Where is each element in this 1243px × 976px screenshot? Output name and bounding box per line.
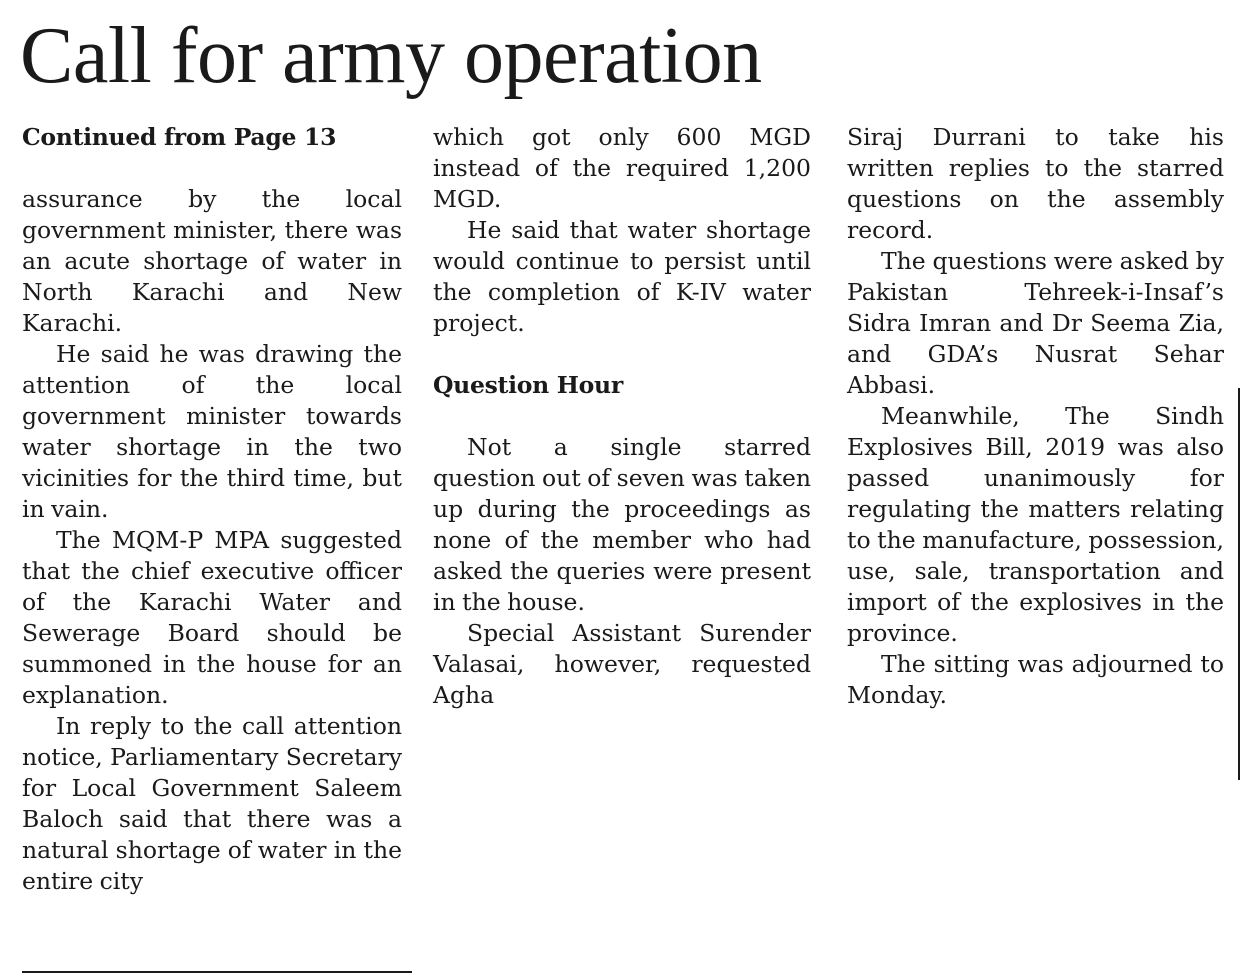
headline: Call for army operation	[20, 12, 762, 100]
section-subhead: Question Hour	[433, 371, 623, 399]
bottom-divider	[22, 971, 412, 973]
paragraph: Special Assistant Surender Valasai, however, requested Agha	[433, 619, 811, 709]
paragraph: In reply to the call attention notice, Parliamentary Secretary for Local Government Saleem Baloch said that there was a natural shortage of water in the entire city	[22, 712, 402, 895]
paragraph: The MQM-P MPA suggested that the chief executive officer of the Karachi Water and Sewerage Board should be summoned in the house for an explanation.	[22, 526, 402, 709]
paragraph: Meanwhile, The Sindh Explosives Bill, 2019 was also passed unanimously for regulating the matters relating to the manufacture, possession, use, sale, transportation and import of the explosives in the province.	[847, 402, 1224, 647]
paragraph: The sitting was adjourned to Monday.	[847, 650, 1224, 709]
continued-from-label: Continued from Page 13	[22, 123, 337, 151]
paragraph: Siraj Durrani to take his written replies to the starred questions on the assembly record.	[847, 123, 1224, 244]
paragraph: which got only 600 MGD instead of the required 1,200 MGD.	[433, 123, 811, 213]
paragraph: He said that water shortage would continue to persist until the completion of K-IV water project.	[433, 216, 811, 337]
article-column-2	[433, 122, 811, 711]
right-divider	[1238, 388, 1240, 780]
paragraph: He said he was drawing the attention of the local government minister towards water shortage in the two vicinities for the third time, but in vain.	[22, 340, 402, 523]
paragraph: Not a single starred question out of seven was taken up during the proceedings as none of the member who had asked the queries were present in the house.	[433, 433, 811, 616]
paragraph: The questions were asked by Pakistan Tehreek-i-Insaf’s Sidra Imran and Dr Seema Zia, and GDA’s Nusrat Sehar Abbasi.	[847, 247, 1224, 399]
article-column-1	[22, 122, 402, 897]
paragraph: assurance by the local government minister, there was an acute shortage of water in North Karachi and New Karachi.	[22, 185, 402, 337]
article-column-3	[847, 122, 1224, 711]
